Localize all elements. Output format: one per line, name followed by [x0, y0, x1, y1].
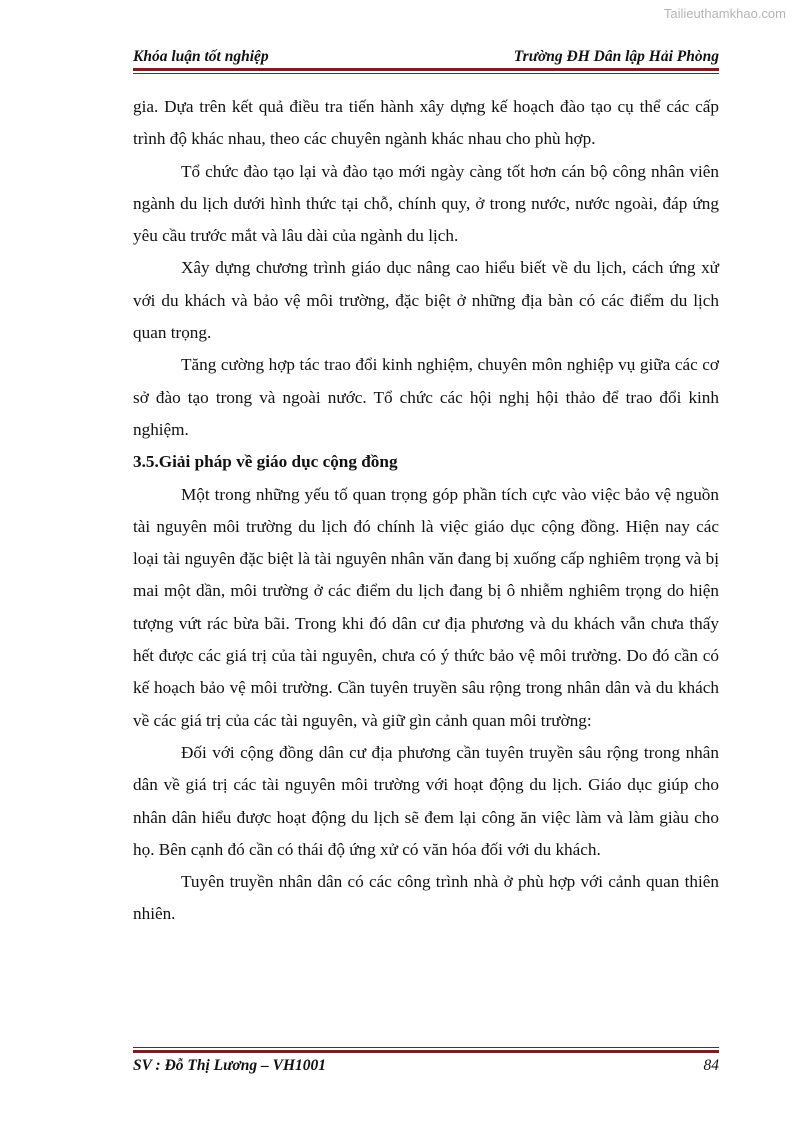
paragraph-housing: Tuyên truyền nhân dân có các công trình nhà ở phù hợp với cảnh quan thiên nhiên. — [133, 872, 719, 924]
page-footer — [133, 1057, 719, 1075]
section-heading: 3.5.Giải pháp về giáo dục cộng đồng — [133, 452, 398, 472]
paragraph-cooperation: Tăng cường hợp tác trao đổi kinh nghiệm, chuyên môn nghiệp vụ giữa các cơ sở đào tạo trong và ngoài nước. Tổ chức các hội nghị hội thảo để trao đổi kinh nghiệm. — [133, 355, 719, 439]
footer-rule-thin — [133, 1047, 719, 1048]
header-thesis-label: Khóa luận tốt nghiệp — [133, 48, 269, 65]
watermark-text: Tailieuthamkhao.com — [663, 6, 786, 21]
header-rule-thin — [133, 73, 719, 74]
paragraph-education-program: Xây dựng chương trình giáo dục nâng cao hiểu biết về du lịch, cách ứng xử với du khách và bảo vệ môi trường, đặc biệt ở những địa bàn có các điểm du lịch quan trọng. — [133, 258, 719, 343]
paragraph-local-community: Đối với cộng đồng dân cư địa phương cần tuyên truyền sâu rộng trong nhân dân về giá trị các tài nguyên môi trường với hoạt động du lịch. Giáo dục giúp cho nhân dân hiểu được hoạt động du lịch sẽ đem lại công ăn việc làm và làm giàu cho họ. Bên cạnh đó cần có thái độ ứng xử có văn hóa đối với du khách. — [133, 742, 719, 859]
header-university: Trường ĐH Dân lập Hải Phòng — [513, 48, 719, 65]
header-rule-thick — [133, 68, 719, 71]
page-body — [133, 91, 719, 931]
page-number: 84 — [703, 1057, 719, 1074]
footer-rule-thick — [133, 1050, 719, 1053]
paragraph-retraining: Tổ chức đào tạo lại và đào tạo mới ngày càng tốt hơn cán bộ công nhân viên ngành du lịch dưới hình thức tại chỗ, chính quy, ở trong nước, nước ngoài, đáp ứng yêu cầu trước mắt và lâu dài của ngành du lịch. — [133, 161, 719, 246]
paragraph-continuation: gia. Dựa trên kết quả điều tra tiến hành xây dựng kế hoạch đào tạo cụ thể các cấp trình độ khác nhau, theo các chuyên ngành khác nhau cho phù hợp. — [133, 97, 719, 149]
footer-student: SV : Đỗ Thị Lương – VH1001 — [133, 1057, 327, 1074]
paragraph-community-education: Một trong những yếu tố quan trọng góp phần tích cực vào việc bảo vệ nguồn tài nguyên môi trường du lịch đó chính là việc giáo dục cộng đồng. Hiện nay các loại tài nguyên đặc biệt là tài nguyên nhân văn đang bị xuống cấp nghiêm trọng và bị mai một dần, môi trường ở các điểm du lịch đang bị ô nhiễm nghiêm trọng do hiện tượng vứt rác bừa bãi. Trong khi đó dân cư địa phương và du khách vẫn chưa thấy hết được các giá trị của tài nguyên, chưa có ý thức bảo vệ môi trường. Do đó cần có kế hoạch bảo vệ môi trường. Cần tuyên truyền sâu rộng trong nhân dân và du khách về các giá trị của các tài nguyên, và giữ gìn cảnh quan môi trường: — [133, 484, 719, 730]
page-header — [133, 48, 719, 66]
